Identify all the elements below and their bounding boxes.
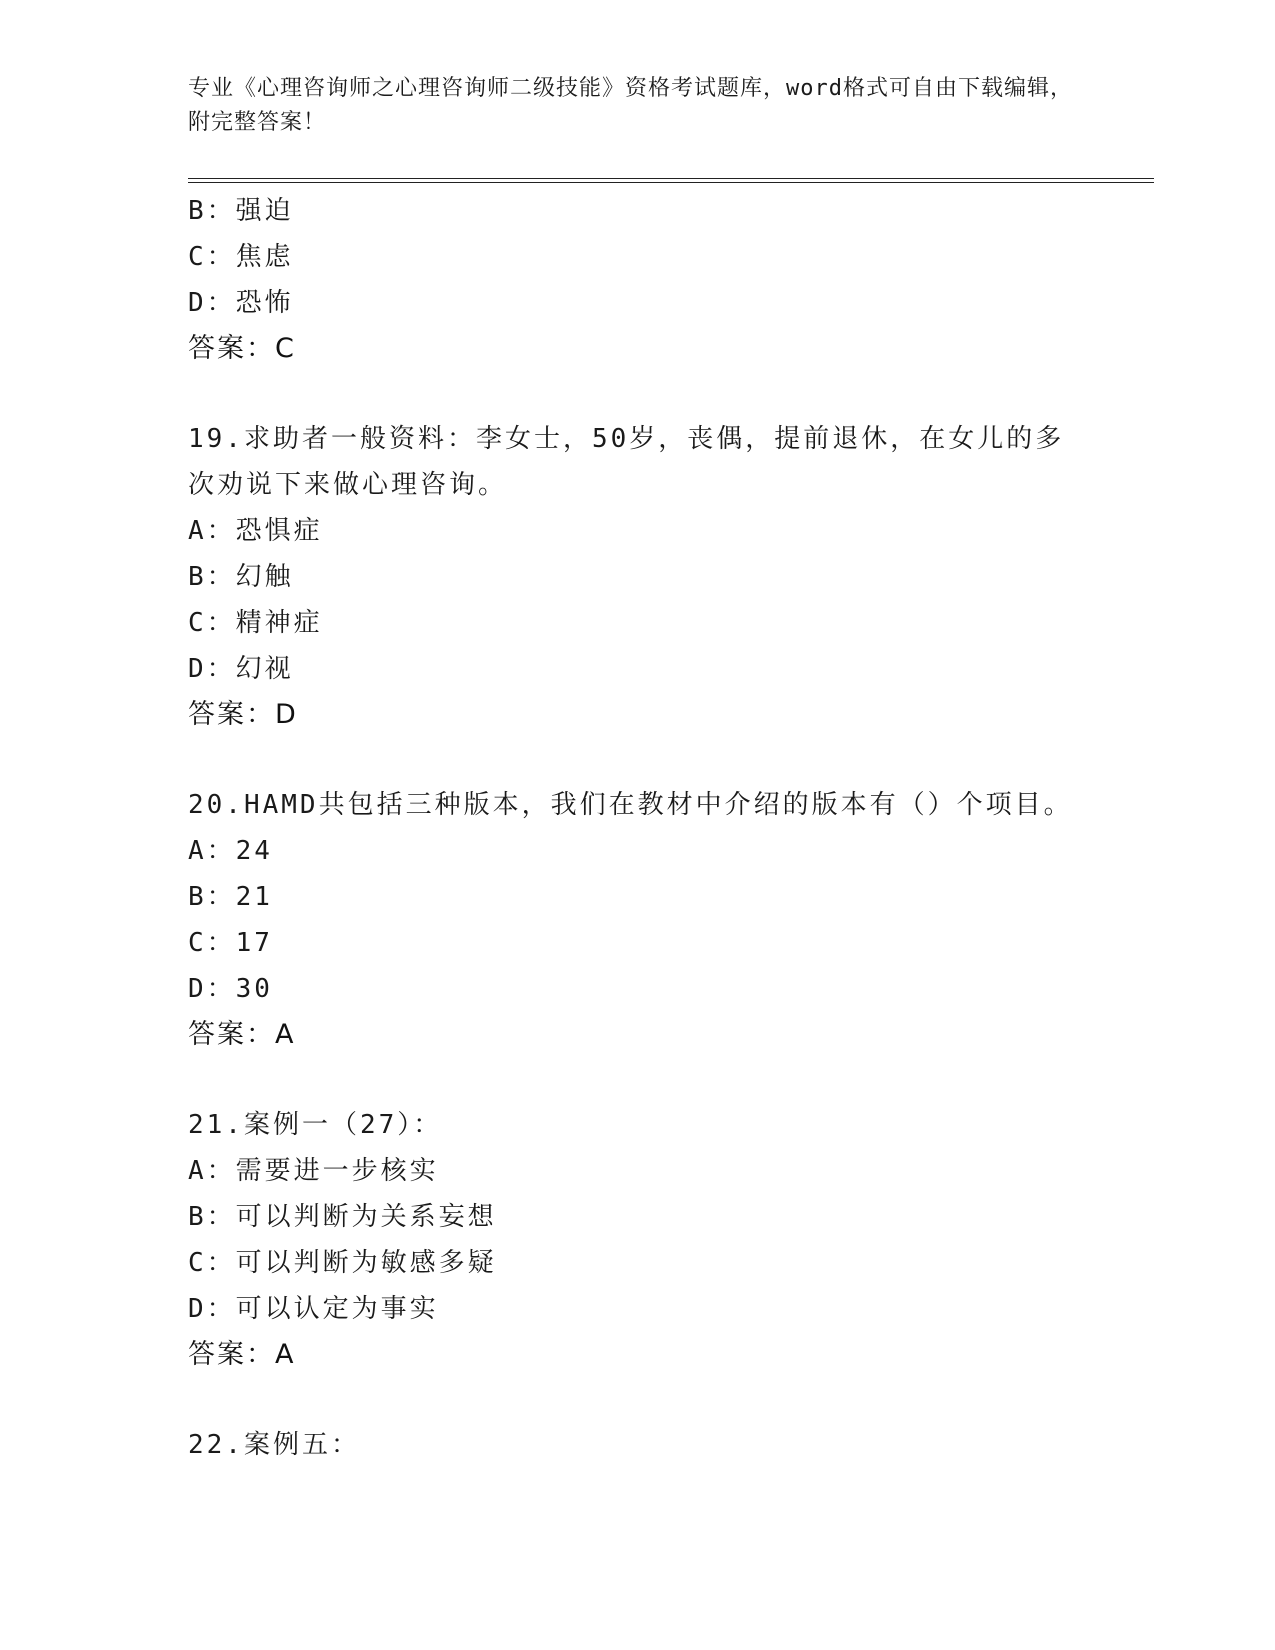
- option-b: B：可以判断为关系妄想: [188, 1202, 497, 1232]
- question-text: 20.HAMD共包括三种版本，我们在教材中介绍的版本有（）个项目。: [188, 790, 1073, 820]
- option-a: A：恐惧症: [188, 516, 323, 546]
- answer-line: 答案：A: [188, 1019, 296, 1050]
- option-c: C：可以判断为敏感多疑: [188, 1248, 497, 1278]
- question-21: [188, 1102, 1154, 1378]
- question-22: [188, 1422, 1154, 1468]
- question-text: 19.求助者一般资料：李女士，50岁，丧偶，提前退休，在女儿的多次劝说下来做心理咨询。: [188, 424, 1065, 500]
- option-c: C：精神症: [188, 608, 323, 638]
- option-b: B：强迫: [188, 196, 294, 226]
- option-b: B：21: [188, 882, 273, 912]
- header-divider: [188, 178, 1154, 183]
- option-b: B：幻触: [188, 562, 294, 592]
- question-list: [188, 188, 1154, 1468]
- option-d: D：30: [188, 974, 273, 1004]
- option-d: D：恐怖: [188, 288, 294, 318]
- answer-line: 答案：A: [188, 1339, 296, 1370]
- option-a: A：需要进一步核实: [188, 1156, 439, 1186]
- question-18: [188, 188, 1154, 372]
- option-d: D：幻视: [188, 654, 294, 684]
- question-19: [188, 416, 1154, 738]
- option-c: C：17: [188, 928, 273, 958]
- question-text: 22.案例五：: [188, 1430, 360, 1460]
- option-a: A：24: [188, 836, 273, 866]
- question-20: [188, 782, 1154, 1058]
- option-c: C：焦虑: [188, 242, 294, 272]
- answer-line: 答案：D: [188, 699, 298, 730]
- question-text: 21.案例一（27）：: [188, 1110, 443, 1140]
- answer-line: 答案：C: [188, 333, 296, 364]
- document-header: 专业《心理咨询师之心理咨询师二级技能》资格考试题库，word格式可自由下载编辑，附完整答案！: [188, 76, 1073, 135]
- option-d: D：可以认定为事实: [188, 1294, 439, 1324]
